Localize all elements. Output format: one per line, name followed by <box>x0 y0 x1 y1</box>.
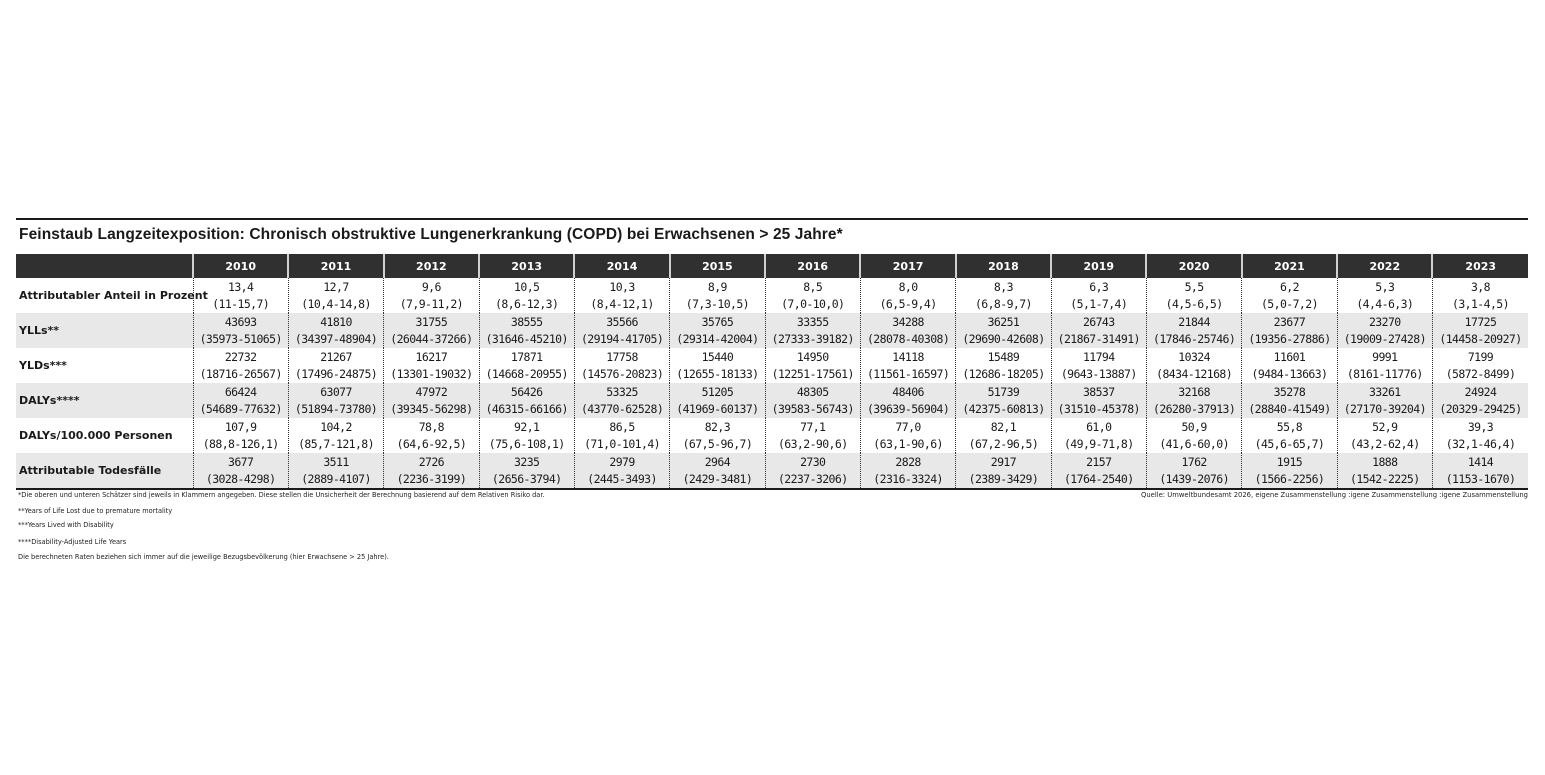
cell-value: 36251 <box>987 314 1020 329</box>
source-note: Quelle: Umweltbundesamt 2026, eigene Zusammenstellung :igene Zusammenstellung :igene Zusammenstellung <box>1140 491 1528 499</box>
cell-value: 7199 <box>1467 349 1494 364</box>
cell-value: 66424 <box>224 384 257 399</box>
cell-range: (5872-8499) <box>1445 366 1516 381</box>
cell-range: (4,5-6,5) <box>1165 296 1223 311</box>
cell-range: (75,6-108,1) <box>488 436 565 451</box>
year-header: 2013 <box>479 254 574 278</box>
cell-range: (2656-3794) <box>491 471 562 486</box>
data-cell <box>1242 418 1337 453</box>
cell-value: 56426 <box>510 384 543 399</box>
cell-value: 77,0 <box>895 419 921 434</box>
data-cell <box>1146 278 1241 313</box>
data-cell <box>1432 453 1528 489</box>
cell-value: 23677 <box>1273 314 1306 329</box>
cell-value: 17725 <box>1464 314 1497 329</box>
data-cell <box>765 453 860 489</box>
data-cell <box>384 418 479 453</box>
footnote-5: Die berechneten Raten beziehen sich immer auf die jeweilige Bezugsbevölkerung (hier Erwachsene > 25 Jahre). <box>18 553 389 561</box>
data-cell <box>193 348 288 383</box>
cell-range: (9484-13663) <box>1251 366 1328 381</box>
data-cell <box>193 313 288 348</box>
cell-range: (32,1-46,4) <box>1445 436 1516 451</box>
data-cell <box>1337 348 1432 383</box>
cell-range: (21867-31491) <box>1057 331 1140 346</box>
cell-value: 61,0 <box>1086 419 1112 434</box>
data-cell <box>860 453 955 489</box>
cell-value: 2157 <box>1086 454 1112 469</box>
data-cell <box>479 313 574 348</box>
cell-range: (2389-3429) <box>968 471 1039 486</box>
cell-value: 9,6 <box>421 279 441 294</box>
copd-data-table <box>16 254 1528 490</box>
footnote-2: **Years of Life Lost due to premature mortality <box>18 507 173 515</box>
cell-range: (2429-3481) <box>682 471 753 486</box>
year-header: 2023 <box>1432 254 1528 278</box>
data-cell <box>574 313 669 348</box>
data-cell <box>1051 453 1146 489</box>
data-cell <box>574 278 669 313</box>
data-cell <box>1337 383 1432 418</box>
cell-range: (54689-77632) <box>199 401 282 416</box>
cell-range: (67,2-96,5) <box>968 436 1039 451</box>
year-header: 2014 <box>574 254 669 278</box>
data-cell <box>670 453 765 489</box>
data-cell <box>1146 418 1241 453</box>
cell-range: (8,4-12,1) <box>590 296 654 311</box>
cell-value: 92,1 <box>514 419 540 434</box>
cell-range: (3,1-4,5) <box>1452 296 1509 311</box>
cell-range: (85,7-121,8) <box>298 436 374 451</box>
cell-value: 86,5 <box>609 419 635 434</box>
cell-value: 51205 <box>701 384 734 399</box>
cell-range: (2316-3324) <box>873 471 943 486</box>
cell-range: (35973-51065) <box>199 331 282 346</box>
data-cell <box>1051 278 1146 313</box>
cell-value: 33261 <box>1368 384 1401 399</box>
cell-range: (14458-20927) <box>1439 331 1522 346</box>
cell-range: (2237-3206) <box>777 471 848 486</box>
data-cell <box>765 348 860 383</box>
cell-range: (11561-16597) <box>866 366 950 381</box>
row-label: DALYs/100.000 Personen <box>19 429 173 442</box>
cell-range: (12686-18205) <box>962 366 1045 381</box>
data-cell <box>1242 348 1337 383</box>
top-rule <box>16 218 1528 220</box>
cell-range: (26044-37266) <box>390 331 473 346</box>
cell-range: (14668-20955) <box>485 366 568 381</box>
cell-range: (43,2-62,4) <box>1350 436 1420 451</box>
data-cell <box>860 383 955 418</box>
cell-range: (17846-25746) <box>1153 331 1236 346</box>
data-cell <box>574 453 669 489</box>
data-cell <box>288 418 383 453</box>
footnote-3: ***Years Lived with Disability <box>18 521 114 529</box>
data-cell <box>384 278 479 313</box>
data-cell <box>384 313 479 348</box>
cell-value: 3,8 <box>1470 279 1490 294</box>
cell-value: 41810 <box>320 314 352 329</box>
cell-range: (17496-24875) <box>294 366 378 381</box>
cell-value: 53325 <box>606 384 638 399</box>
cell-value: 38555 <box>510 314 543 329</box>
cell-range: (41,6-60,0) <box>1159 436 1229 451</box>
cell-value: 35566 <box>606 314 638 329</box>
data-cell <box>1242 313 1337 348</box>
cell-range: (51894-73780) <box>294 401 378 416</box>
cell-range: (19009-27428) <box>1343 331 1426 346</box>
cell-range: (41969-60137) <box>676 401 759 416</box>
cell-value: 26743 <box>1082 314 1115 329</box>
cell-range: (71,0-101,4) <box>584 436 660 451</box>
table-row <box>16 348 1528 383</box>
copd-table-figure <box>16 218 1528 490</box>
cell-value: 31755 <box>415 314 448 329</box>
cell-range: (7,9-11,2) <box>399 296 463 311</box>
data-cell <box>479 418 574 453</box>
cell-range: (19356-27886) <box>1248 331 1331 346</box>
cell-value: 78,8 <box>418 419 444 434</box>
cell-range: (3028-4298) <box>205 471 276 486</box>
cell-range: (28078-40308) <box>866 331 950 346</box>
cell-range: (63,1-90,6) <box>873 436 943 451</box>
data-cell <box>384 453 479 489</box>
data-cell <box>1051 313 1146 348</box>
year-header: 2019 <box>1051 254 1146 278</box>
cell-value: 14118 <box>892 349 924 364</box>
cell-range: (29194-41705) <box>580 331 664 346</box>
data-cell <box>765 418 860 453</box>
cell-value: 1915 <box>1276 454 1303 469</box>
data-cell <box>288 453 383 489</box>
cell-range: (64,6-92,5) <box>396 436 467 451</box>
row-label: YLLs** <box>16 313 193 348</box>
cell-value: 12,7 <box>323 279 349 294</box>
data-cell <box>193 453 288 489</box>
data-cell <box>1146 313 1241 348</box>
cell-range: (6,5-9,4) <box>879 296 937 311</box>
cell-range: (20329-29425) <box>1439 401 1522 416</box>
data-cell <box>1337 453 1432 489</box>
cell-value: 3511 <box>323 454 349 469</box>
cell-value: 50,9 <box>1181 419 1207 434</box>
cell-value: 47972 <box>415 384 448 399</box>
cell-value: 35278 <box>1273 384 1306 399</box>
cell-value: 6,3 <box>1089 279 1109 294</box>
data-cell <box>765 383 860 418</box>
cell-range: (34397-48904) <box>294 331 378 346</box>
data-cell <box>765 278 860 313</box>
data-cell <box>1432 278 1528 313</box>
cell-value: 55,8 <box>1276 419 1303 434</box>
cell-value: 2726 <box>418 454 444 469</box>
cell-range: (8,6-12,3) <box>495 296 559 311</box>
data-cell <box>288 278 383 313</box>
cell-value: 2979 <box>609 454 635 469</box>
year-header: 2011 <box>288 254 383 278</box>
data-cell <box>574 348 669 383</box>
cell-range: (31510-45378) <box>1057 401 1140 416</box>
cell-range: (45,6-65,7) <box>1254 436 1325 451</box>
cell-value: 77,1 <box>800 419 826 434</box>
cell-value: 8,0 <box>898 279 918 294</box>
cell-value: 10324 <box>1178 349 1210 364</box>
cell-value: 3235 <box>514 454 540 469</box>
data-cell <box>1432 418 1528 453</box>
data-cell <box>956 418 1051 453</box>
cell-value: 104,2 <box>320 419 352 434</box>
data-cell <box>860 278 955 313</box>
data-cell <box>1051 418 1146 453</box>
cell-value: 43693 <box>224 314 257 329</box>
cell-value: 14950 <box>796 349 829 364</box>
data-cell <box>384 383 479 418</box>
cell-value: 6,2 <box>1279 279 1299 294</box>
cell-range: (6,8-9,7) <box>974 296 1032 311</box>
footnote-1: *Die oberen und unteren Schätzer sind jeweils in Klammern angegeben. Diese stellen die Unsicherheit der Berechnung basierend auf dem Relativen Risiko dar. <box>18 491 545 499</box>
data-cell <box>1146 453 1241 489</box>
cell-value: 23270 <box>1368 314 1401 329</box>
data-cell <box>1242 278 1337 313</box>
data-cell <box>956 383 1051 418</box>
table-row <box>16 418 1528 453</box>
cell-value: 63077 <box>320 384 352 399</box>
year-header: 2015 <box>670 254 765 278</box>
cell-value: 32168 <box>1178 384 1210 399</box>
data-cell <box>670 418 765 453</box>
year-header: 2020 <box>1146 254 1241 278</box>
year-header: 2010 <box>193 254 288 278</box>
cell-range: (43770-62528) <box>580 401 664 416</box>
cell-range: (88,8-126,1) <box>202 436 279 451</box>
data-cell <box>860 348 955 383</box>
data-cell <box>765 313 860 348</box>
cell-value: 2917 <box>990 454 1017 469</box>
cell-range: (8161-11776) <box>1346 366 1423 381</box>
cell-value: 13,4 <box>228 279 254 294</box>
table-row <box>16 453 1528 489</box>
data-cell <box>1146 383 1241 418</box>
data-cell <box>479 453 574 489</box>
cell-value: 8,5 <box>803 279 823 294</box>
cell-value: 5,5 <box>1184 279 1204 294</box>
cell-range: (7,3-10,5) <box>685 296 750 311</box>
cell-value: 48305 <box>796 384 829 399</box>
data-cell <box>1242 453 1337 489</box>
cell-value: 10,5 <box>514 279 540 294</box>
cell-value: 21267 <box>320 349 352 364</box>
cell-range: (2445-3493) <box>587 471 657 486</box>
data-cell <box>479 383 574 418</box>
cell-range: (29314-42004) <box>676 331 759 346</box>
data-cell <box>1337 278 1432 313</box>
cell-range: (12655-18133) <box>676 366 759 381</box>
cell-range: (49,9-71,8) <box>1063 436 1134 451</box>
cell-range: (1566-2256) <box>1254 471 1325 486</box>
row-label: Attributable Todesfälle <box>16 453 193 489</box>
cell-value: 8,9 <box>707 279 727 294</box>
cell-range: (11-15,7) <box>212 296 270 311</box>
cell-value: 15440 <box>701 349 734 364</box>
data-cell <box>574 418 669 453</box>
data-cell <box>288 313 383 348</box>
year-header: 2017 <box>860 254 955 278</box>
cell-range: (12251-17561) <box>771 366 854 381</box>
cell-range: (13301-19032) <box>390 366 473 381</box>
data-cell <box>670 278 765 313</box>
cell-range: (1542-2225) <box>1350 471 1420 486</box>
cell-range: (28840-41549) <box>1248 401 1331 416</box>
year-header: 2016 <box>765 254 860 278</box>
data-cell <box>1051 348 1146 383</box>
cell-value: 11794 <box>1082 349 1115 364</box>
footnote-4: ****Disability-Adjusted Life Years <box>18 538 127 546</box>
data-cell <box>670 348 765 383</box>
data-cell <box>1337 313 1432 348</box>
data-cell <box>1146 348 1241 383</box>
data-cell <box>1432 348 1528 383</box>
table-row <box>16 383 1528 418</box>
data-cell <box>384 348 479 383</box>
table-row <box>16 278 1528 313</box>
data-cell <box>193 383 288 418</box>
data-cell <box>860 313 955 348</box>
cell-value: 5,3 <box>1375 279 1395 294</box>
cell-value: 35765 <box>701 314 734 329</box>
cell-range: (42375-60813) <box>962 401 1045 416</box>
cell-range: (2889-4107) <box>301 471 371 486</box>
cell-value: 34288 <box>892 314 924 329</box>
cell-value: 48406 <box>892 384 924 399</box>
row-label: DALYs**** <box>16 383 193 418</box>
cell-value: 17871 <box>510 349 543 364</box>
cell-value: 33355 <box>796 314 829 329</box>
cell-value: 24924 <box>1464 384 1497 399</box>
cell-range: (7,0-10,0) <box>781 296 845 311</box>
year-header: 2022 <box>1337 254 1432 278</box>
cell-range: (9643-13887) <box>1060 366 1137 381</box>
data-cell <box>193 418 288 453</box>
cell-value: 1414 <box>1467 454 1494 469</box>
cell-range: (10,4-14,8) <box>301 296 371 311</box>
cell-range: (5,1-7,4) <box>1070 296 1128 311</box>
cell-range: (18716-26567) <box>199 366 282 381</box>
cell-value: 22732 <box>224 349 257 364</box>
cell-range: (39639-56904) <box>866 401 950 416</box>
cell-range: (67,5-96,7) <box>682 436 753 451</box>
cell-range: (29690-42608) <box>962 331 1045 346</box>
cell-value: 21844 <box>1178 314 1210 329</box>
cell-value: 16217 <box>415 349 448 364</box>
cell-value: 2964 <box>704 454 731 469</box>
cell-range: (1153-1670) <box>1445 471 1516 486</box>
cell-range: (27333-39182) <box>771 331 854 346</box>
data-cell <box>288 383 383 418</box>
cell-value: 2730 <box>800 454 826 469</box>
cell-range: (46315-66166) <box>485 401 568 416</box>
cell-value: 52,9 <box>1372 419 1398 434</box>
cell-value: 3677 <box>228 454 254 469</box>
header-row <box>16 254 1528 278</box>
cell-range: (39345-56298) <box>390 401 473 416</box>
table-row <box>16 313 1528 348</box>
cell-value: 11601 <box>1273 349 1306 364</box>
cell-range: (31646-45210) <box>485 331 568 346</box>
data-cell <box>956 453 1051 489</box>
cell-value: 82,1 <box>990 419 1017 434</box>
cell-range: (1439-2076) <box>1159 471 1229 486</box>
cell-value: 17758 <box>606 349 638 364</box>
cell-value: 8,3 <box>993 279 1013 294</box>
cell-value: 38537 <box>1082 384 1115 399</box>
year-header: 2018 <box>956 254 1051 278</box>
data-cell <box>574 383 669 418</box>
cell-range: (8434-12168) <box>1156 366 1233 381</box>
cell-value: 15489 <box>987 349 1020 364</box>
cell-value: 107,9 <box>224 419 257 434</box>
cell-range: (63,2-90,6) <box>777 436 848 451</box>
data-cell <box>1051 383 1146 418</box>
cell-range: (1764-2540) <box>1063 471 1134 486</box>
cell-range: (26280-37913) <box>1153 401 1236 416</box>
cell-value: 1888 <box>1372 454 1398 469</box>
cell-value: 1762 <box>1181 454 1207 469</box>
row-label: YLDs*** <box>19 359 67 372</box>
cell-value: 82,3 <box>704 419 731 434</box>
data-cell <box>956 348 1051 383</box>
data-cell <box>479 348 574 383</box>
header-corner <box>16 254 193 278</box>
data-cell <box>479 278 574 313</box>
cell-range: (14576-20823) <box>580 366 664 381</box>
data-cell <box>1432 383 1528 418</box>
cell-value: 10,3 <box>609 279 635 294</box>
cell-range: (27170-39204) <box>1343 401 1426 416</box>
cell-value: 39,3 <box>1467 419 1494 434</box>
data-cell <box>670 383 765 418</box>
cell-range: (39583-56743) <box>771 401 854 416</box>
data-cell <box>1337 418 1432 453</box>
data-cell <box>860 418 955 453</box>
table-title: Feinstaub Langzeitexposition: Chronisch obstruktive Lungenerkrankung (COPD) bei Erwachsenen > 25 Jahre* <box>19 226 843 243</box>
cell-range: (4,4-6,3) <box>1356 296 1414 311</box>
cell-value: 9991 <box>1372 349 1398 364</box>
year-header: 2012 <box>384 254 479 278</box>
data-cell <box>956 313 1051 348</box>
data-cell <box>1432 313 1528 348</box>
year-header: 2021 <box>1242 254 1337 278</box>
cell-value: 2828 <box>895 454 921 469</box>
cell-range: (2236-3199) <box>396 471 467 486</box>
row-label: Attributabler Anteil in Prozent <box>19 289 208 302</box>
data-cell <box>1242 383 1337 418</box>
cell-range: (5,0-7,2) <box>1260 296 1318 311</box>
data-cell <box>288 348 383 383</box>
cell-value: 51739 <box>987 384 1020 399</box>
data-cell <box>956 278 1051 313</box>
data-cell <box>670 313 765 348</box>
